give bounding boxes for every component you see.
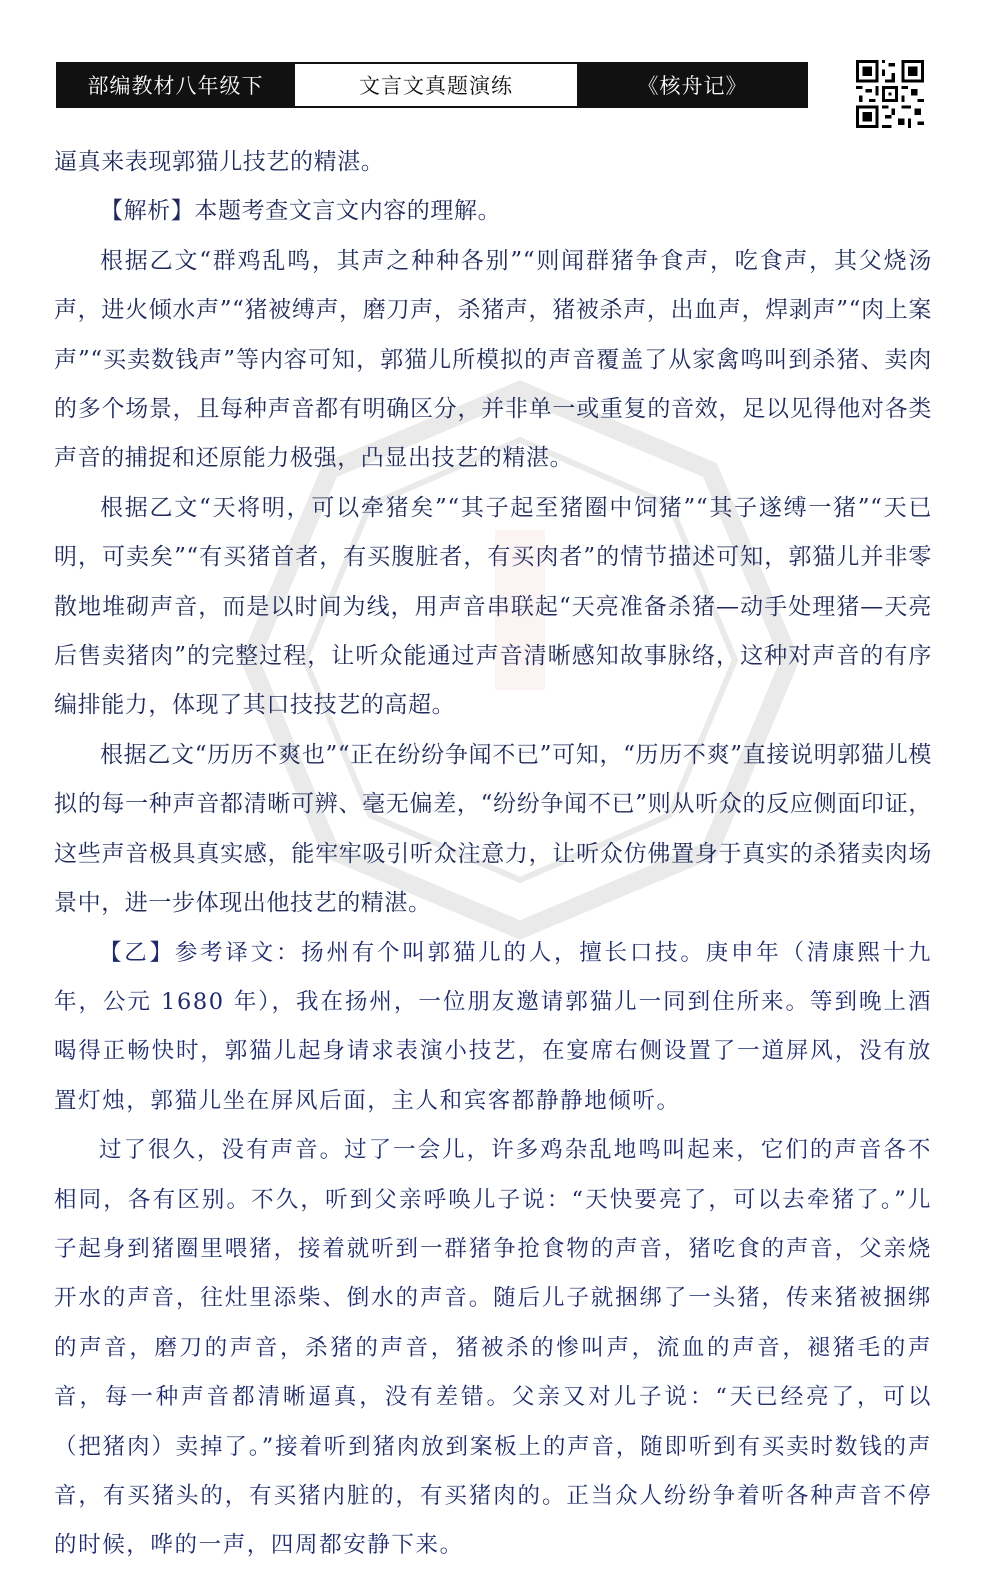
paragraph-analysis-heading: 【解析】本题考查文言文内容的理解。 xyxy=(100,198,502,225)
paragraph-analysis-1: 根据乙文“群鸡乱鸣，其声之种种各别”“则闻群猪争食声，吃食声，其父烧汤声，进火倾水声”“猪被缚声，磨刀声，杀猪声，猪被杀声，出血声，焊剥声”“肉上案声”“买卖数钱声”等内容可知，郭猫儿所模拟的声音覆盖了从家禽鸣叫到杀猪、卖肉的多个场景，且每种声音都有明确区分，并非单一或重复的音效，足以见得他对各类声音的捕捉和还原能力极强，凸显出技艺的精湛。 xyxy=(54,247,932,472)
header-bar xyxy=(56,62,808,108)
header-grade: 部编教材八年级下 xyxy=(58,64,293,106)
article-body xyxy=(54,138,932,1571)
paragraph-intro-tail: 逼真来表现郭猫儿技艺的精湛。 xyxy=(54,149,385,175)
paragraph-analysis-3: 根据乙文“历历不爽也”“正在纷纷争闻不已”可知，“历历不爽”直接说明郭猫儿模拟的每一种声音都清晰可辨、毫无偏差，“纷纷争闻不已”则从听众的反应侧面印证，这些声音极具真实感，能牢牢吸引听众注意力，让听众仿佛置身于真实的杀猪卖肉场景中，进一步体现出他技艺的精湛。 xyxy=(54,741,932,917)
paragraph-translation-2: 过了很久，没有声音。过了一会儿，许多鸡杂乱地鸣叫起来，它们的声音各不相同，各有区别。不久，听到父亲呼唤儿子说：“天快要亮了，可以去牵猪了。”儿子起身到猪圈里喂猪，接着就听到一群猪争抢食物的声音，猪吃食的声音，父亲烧开水的声音，往灶里添柴、倒水的声音。随后儿子就捆绑了一头猪，传来猪被捆绑的声音，磨刀的声音，杀猪的声音，猪被杀的惨叫声，流血的声音，褪猪毛的声音，每一种声音都清晰逼真，没有差错。父亲又对儿子说：“天已经亮了，可以（把猪肉）卖掉了。”接着听到猪肉放到案板上的声音，随即听到有买卖时数钱的声音，有买猪头的，有买猪内脏的，有买猪肉的。正当众人纷纷争着听各种声音不停的时候，哗的一声，四周都安静下来。 xyxy=(54,1137,932,1559)
header-title: 文言文真题演练 xyxy=(293,64,579,106)
qr-code-icon[interactable] xyxy=(856,60,924,128)
header-lesson: 《核舟记》 xyxy=(579,64,806,106)
paragraph-translation-1: 【乙】参考译文：扬州有个叫郭猫儿的人，擅长口技。庚申年（清康熙十九年，公元 1680 年），我在扬州，一位朋友邀请郭猫儿一同到住所来。等到晚上酒喝得正畅快时，郭猫儿起身请求表演小技艺，在宴席右侧设置了一道屏风，没有放置灯烛，郭猫儿坐在屏风后面，主人和宾客都静静地倾听。 xyxy=(54,939,932,1114)
paragraph-analysis-2: 根据乙文“天将明，可以牵猪矣”“其子起至猪圈中饲猪”“其子遂缚一猪”“天已明，可卖矣”“有买猪首者，有买腹脏者，有买肉者”的情节描述可知，郭猫儿并非零散地堆砌声音，而是以时间为线，用声音串联起“天亮准备杀猪—动手处理猪—天亮后售卖猪肉”的完整过程，让听众能通过声音清晰感知故事脉络，这种对声音的有序编排能力，体现了其口技技艺的高超。 xyxy=(54,494,932,719)
